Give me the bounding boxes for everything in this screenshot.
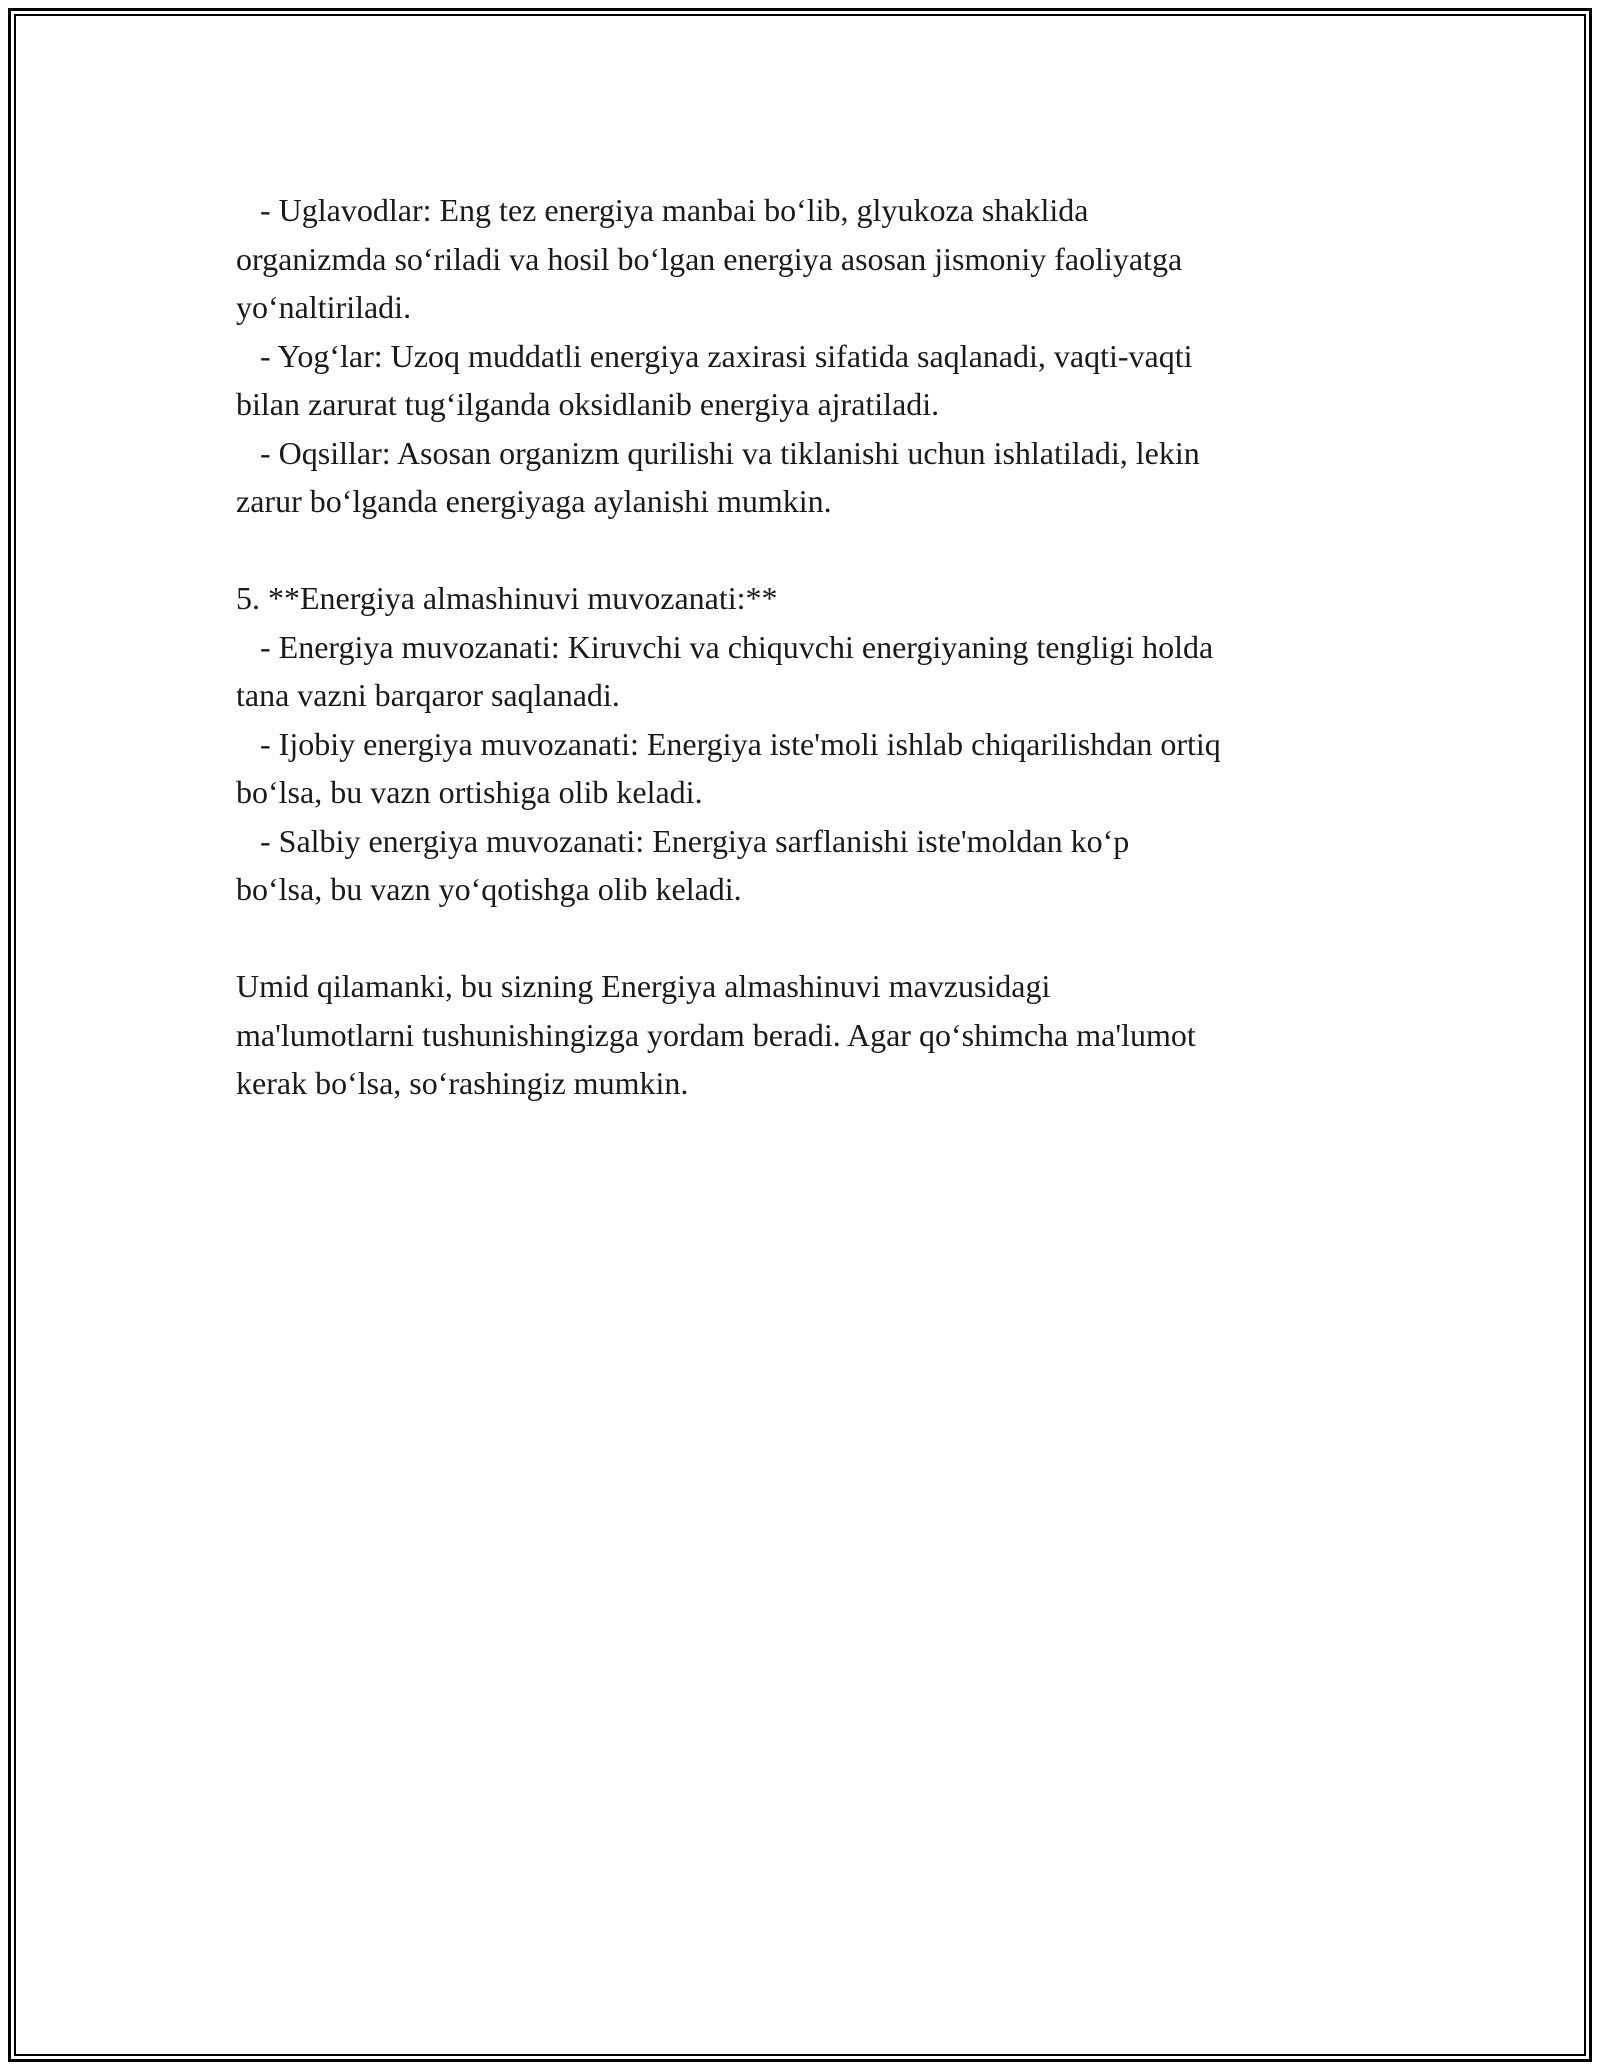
paragraph-spacer <box>236 914 1376 963</box>
section-heading: 5. **Energiya almashinuvi muvozanati:** <box>236 580 778 616</box>
closing-paragraph: Umid qilamanki, bu sizning Energiya almashinuvi mavzusidagi ma'lumotlarni tushunishingizga yordam beradi. Agar qo‘shimcha ma'lumot kerak bo‘lsa, so‘rashingiz mumkin. <box>236 968 1196 1101</box>
list-item-oqsillar: - Oqsillar: Asosan organizm qurilishi va tiklanishi uchun ishlatiladi, lekin zarur bo‘lganda energiyaga aylanishi mumkin. <box>236 434 1200 519</box>
list-item-yoglar: - Yog‘lar: Uzoq muddatli energiya zaxirasi sifatida saqlanadi, vaqti-vaqti bilan zarurat tug‘ilganda oksidlanib energiya ajratiladi. <box>236 337 1193 422</box>
document-body <box>236 186 1376 1108</box>
paragraph-spacer <box>236 526 1376 575</box>
list-item-ijobiy-muvozanat: - Ijobiy energiya muvozanati: Energiya iste'moli ishlab chiqarilishdan ortiq bo‘lsa, bu vazn ortishiga olib keladi. <box>236 725 1221 810</box>
list-item-uglavodlar: - Uglavodlar: Eng tez energiya manbai bo‘lib, glyukoza shaklida organizmda so‘riladi va hosil bo‘lgan energiya asosan jismoniy faoliyatga yo‘naltiriladi. <box>236 192 1183 325</box>
list-item-salbiy-muvozanat: - Salbiy energiya muvozanati: Energiya sarflanishi iste'moldan ko‘p bo‘lsa, bu vazn yo‘qotishga olib keladi. <box>236 822 1130 907</box>
list-item-energiya-muvozanati: - Energiya muvozanati: Kiruvchi va chiquvchi energiyaning tengligi holda tana vazni barqaror saqlanadi. <box>236 628 1214 713</box>
